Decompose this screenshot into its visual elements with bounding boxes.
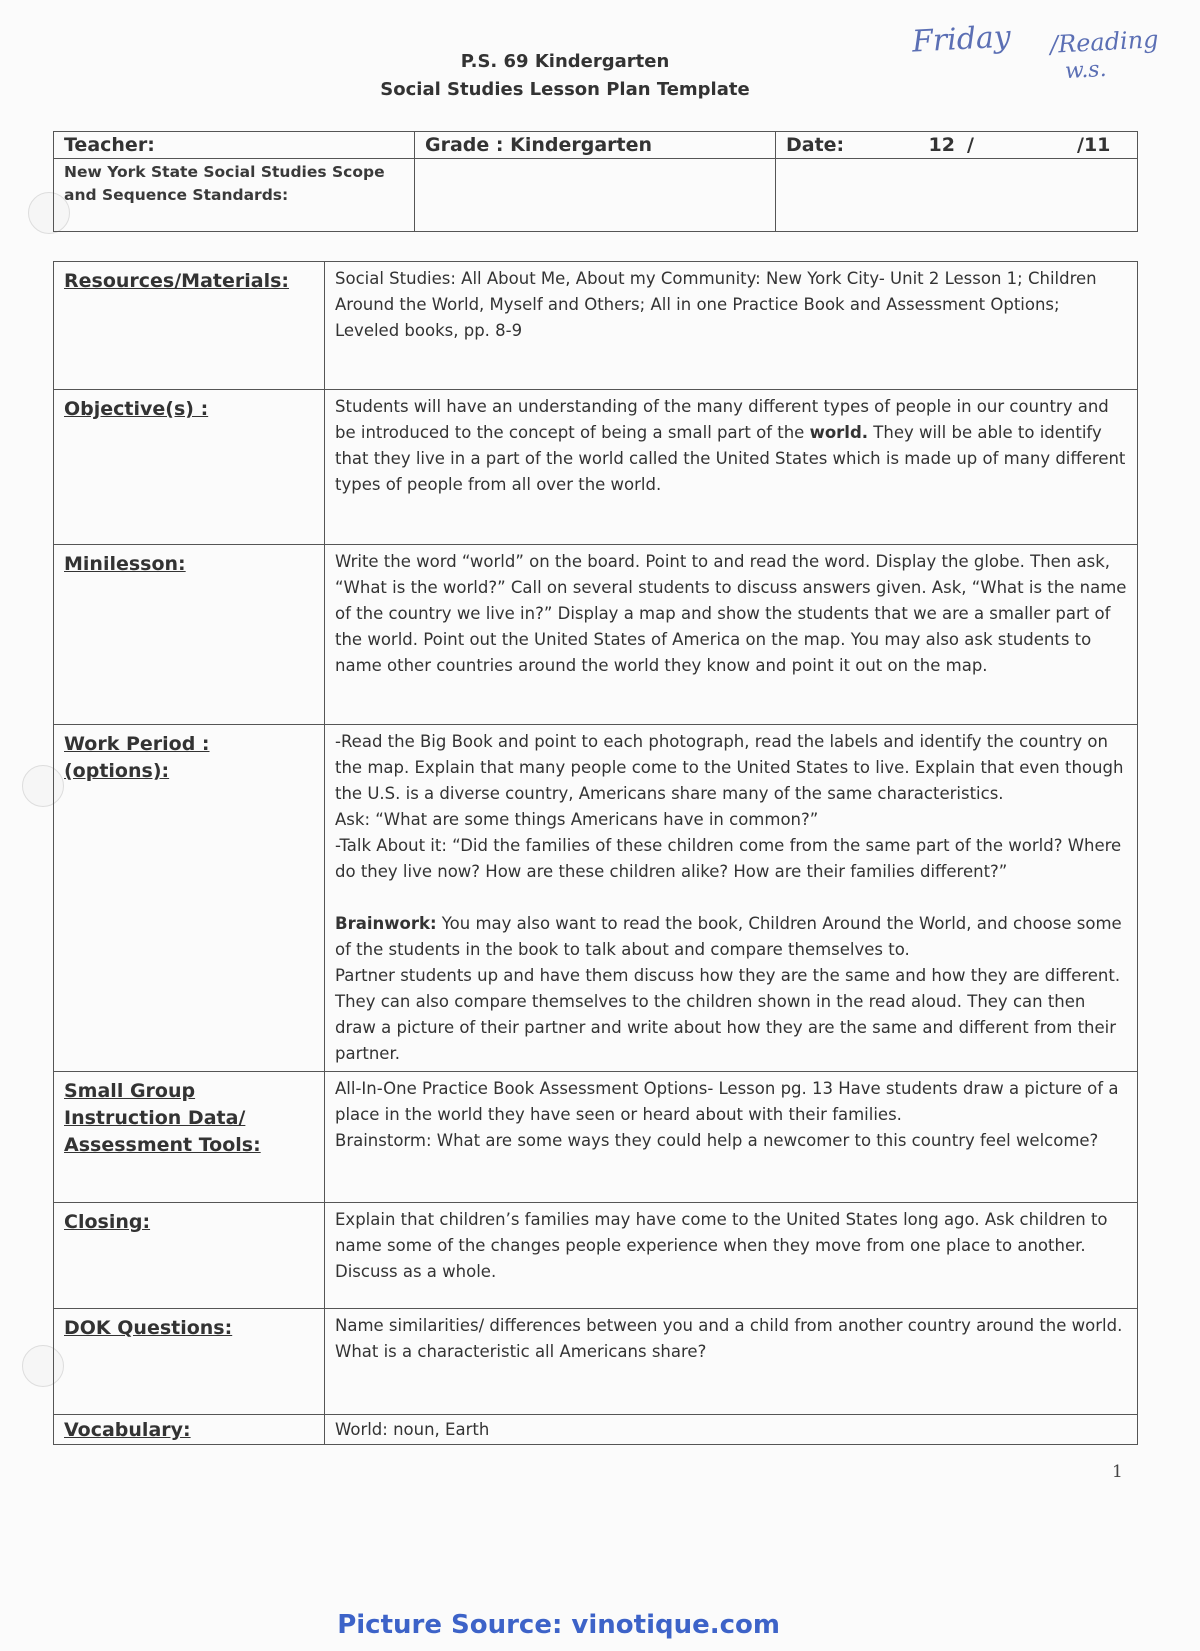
date-cell bbox=[776, 132, 1138, 159]
row-resources bbox=[54, 262, 1138, 390]
info-table bbox=[53, 131, 1138, 232]
objectives-text-bold: world. bbox=[809, 423, 869, 442]
date-label: Date: bbox=[786, 134, 845, 156]
small-group-label: Small Group Instruction Data/ Assessment Tools: bbox=[54, 1072, 325, 1203]
work-period-para-5: Partner students up and have them discuss how they are the same and how they are different. They can also compare themselves to the children shown in the read aloud. They can then draw a picture of their partner and write about how they are the same and different from their partner. bbox=[335, 966, 1121, 1063]
row-vocabulary bbox=[54, 1415, 1138, 1445]
dok-para-2: What is a characteristic all Americans share? bbox=[335, 1342, 707, 1361]
work-period-para-1: -Read the Big Book and point to each photograph, read the labels and identify the country on the map. Explain that many people come to the United States to live. Explain that even though the U.S. is a diverse country, Americans share many of the same characteristics. bbox=[335, 732, 1124, 803]
vocabulary-label: Vocabulary: bbox=[54, 1415, 325, 1445]
dok-content bbox=[325, 1309, 1138, 1415]
objectives-text-a: Students will have an understanding of the many different types of people in our country and be introduced to the concept of being a small part of the bbox=[335, 397, 1109, 442]
standards-empty-cell-2 bbox=[776, 159, 1138, 232]
row-dok bbox=[54, 1309, 1138, 1415]
row-objectives bbox=[54, 390, 1138, 545]
work-period-para-3: -Talk About it: “Did the families of these children come from the same part of the world? Where do they live now? How are these children alike? How are their families different?” bbox=[335, 836, 1122, 881]
row-small-group bbox=[54, 1072, 1138, 1203]
objectives-label: Objective(s) : bbox=[54, 390, 325, 545]
teacher-label: Teacher: bbox=[54, 132, 415, 159]
row-work-period bbox=[54, 725, 1138, 1072]
document-header bbox=[0, 48, 1200, 104]
row-minilesson bbox=[54, 545, 1138, 725]
grade-label: Grade : Kindergarten bbox=[415, 132, 776, 159]
date-slash: / bbox=[967, 134, 974, 156]
source-caption bbox=[0, 1610, 1200, 1640]
standards-label: New York State Social Studies Scope and Sequence Standards: bbox=[54, 159, 415, 232]
work-period-brainwork bbox=[335, 911, 1127, 963]
page-number: 1 bbox=[1112, 1462, 1123, 1482]
small-group-para-2: Brainstorm: What are some ways they could help a newcomer to this country feel welcome? bbox=[335, 1131, 1099, 1150]
brainwork-label: Brainwork: bbox=[335, 914, 437, 933]
date-year: /11 bbox=[1077, 134, 1111, 156]
brainwork-text: You may also want to read the book, Children Around the World, and choose some of the students in the book to talk about and compare themselves to. bbox=[335, 914, 1122, 959]
source-caption-text: Picture Source: vinotique.com bbox=[337, 1610, 780, 1640]
resources-content: Social Studies: All About Me, About my Community: New York City- Unit 2 Lesson 1; Children Around the World, Myself and Others; All in one Practice Book and Assessment Options; Leveled books, pp. 8-9 bbox=[325, 262, 1138, 390]
small-group-content bbox=[325, 1072, 1138, 1203]
objectives-text-b: They will be able to identify that they live in a part of the world called the United States which is made up of many different types of people from all over the world. bbox=[335, 423, 1126, 494]
dok-para-1: Name similarities/ differences between you and a child from another country around the world. bbox=[335, 1316, 1123, 1335]
date-month: 12 bbox=[928, 134, 955, 156]
work-period-label: Work Period : (options): bbox=[54, 725, 325, 1072]
vocabulary-content: World: noun, Earth bbox=[325, 1415, 1138, 1445]
school-title: P.S. 69 Kindergarten bbox=[460, 51, 670, 72]
standards-empty-cell bbox=[415, 159, 776, 232]
objectives-content bbox=[325, 390, 1138, 545]
closing-content: Explain that children’s families may have come to the United States long ago. Ask children to name some of the changes people experience when they move from one place to another. Discuss as a whole. bbox=[325, 1203, 1138, 1309]
handwritten-subject: /Reading bbox=[1049, 25, 1160, 59]
paragraph-gap bbox=[335, 885, 1127, 911]
minilesson-label: Minilesson: bbox=[54, 545, 325, 725]
lesson-table bbox=[53, 261, 1138, 1445]
handwritten-day: Friday bbox=[911, 19, 1012, 60]
work-period-para-2: Ask: “What are some things Americans have in common?” bbox=[335, 810, 819, 829]
handwritten-ws: w.s. bbox=[1064, 56, 1108, 85]
standards-row bbox=[54, 159, 1138, 232]
info-row bbox=[54, 132, 1138, 159]
work-period-content bbox=[325, 725, 1138, 1072]
resources-label: Resources/Materials: bbox=[54, 262, 325, 390]
small-group-para-1: All-In-One Practice Book Assessment Options- Lesson pg. 13 Have students draw a picture of a place in the world they have seen or heard about with their families. bbox=[335, 1079, 1119, 1124]
template-title: Social Studies Lesson Plan Template bbox=[380, 79, 750, 100]
minilesson-content: Write the word “world” on the board. Point to and read the word. Display the globe. Then ask, “What is the world?” Call on several students to discuss answers given. Ask, “What is the name of the country we live in?” Display a map and show the students that we are a smaller part of the world. Point out the United States of America on the map. You may also ask students to name other countries around the world they know and point it out on the map. bbox=[325, 545, 1138, 725]
dok-label: DOK Questions: bbox=[54, 1309, 325, 1415]
closing-label: Closing: bbox=[54, 1203, 325, 1309]
row-closing bbox=[54, 1203, 1138, 1309]
